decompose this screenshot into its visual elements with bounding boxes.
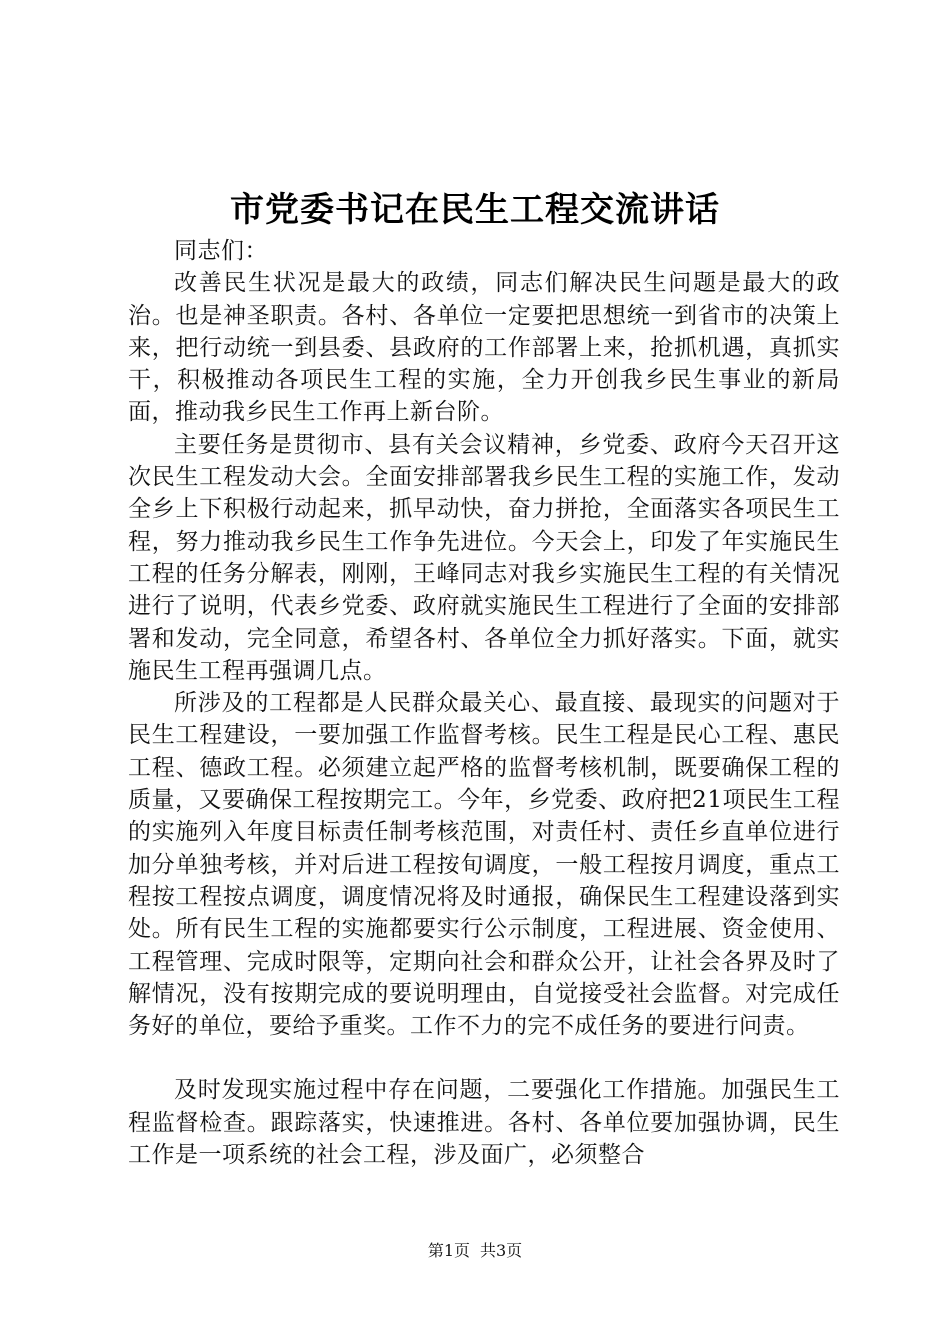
paragraph-2: 主要任务是贯彻市、县有关会议精神，乡党委、政府今天召开这次民生工程发动大会。全面安排部署我乡民生工程的实施工作，发动全乡上下积极行动起来，抓早动快，奋力拼抢，全面落实各项民生工程，努力推动我乡民生工作争先进位。今天会上，印发了年实施民生工程的任务分解表，刚刚，王峰同志对我乡实施民生工程的有关情况进行了说明，代表乡党委、政府就实施民生工程进行了全面的安排部署和发动，完全同意，希望各村、各单位全力抓好落实。下面，就实施民生工程再强调几点。 (128, 431, 840, 684)
salutation: 同志们： (174, 238, 268, 264)
document-body (128, 235, 840, 1171)
page-footer (0, 1240, 950, 1262)
page-number-current: 第1页 (427, 1241, 470, 1260)
paragraph-1: 改善民生状况是最大的政绩，同志们解决民生问题是最大的政治。也是神圣职责。各村、各单位一定要把思想统一到省市的决策上来，把行动统一到县委、县政府的工作部署上来，抢抓机遇，真抓实干，积极推动各项民生工程的实施，全力开创我乡民生事业的新局面，推动我乡民生工作再上新台阶。 (128, 270, 840, 426)
page-number-total: 共3页 (480, 1241, 523, 1260)
paragraph-4: 及时发现实施过程中存在问题，二要强化工作措施。加强民生工程监督检查。跟踪落实，快速推进。各村、各单位要加强协调，民生工作是一项系统的社会工程，涉及面广，必须整合 (128, 1077, 840, 1169)
paragraph-3: 所涉及的工程都是人民群众最关心、最直接、最现实的问题对于民生工程建设，一要加强工作监督考核。民生工程是民心工程、惠民工程、德政工程。必须建立起严格的监督考核机制，既要确保工程的质量，又要确保工程按期完工。今年，乡党委、政府把21项民生工程的实施列入年度目标责任制考核范围，对责任村、责任乡直单位进行加分单独考核，并对后进工程按旬调度，一般工程按月调度，重点工程按工程按点调度，调度情况将及时通报，确保民生工程建设落到实处。所有民生工程的实施都要实行公示制度，工程进展、资金使用、工程管理、完成时限等，定期向社会和群众公开，让社会各界及时了解情况，没有按期完成的要说明理由，自觉接受社会监督。对完成任务好的单位，要给予重奖。工作不力的完不成任务的要进行问责。 (128, 690, 840, 1040)
document-title: 市党委书记在民生工程交流讲话 (230, 190, 720, 230)
